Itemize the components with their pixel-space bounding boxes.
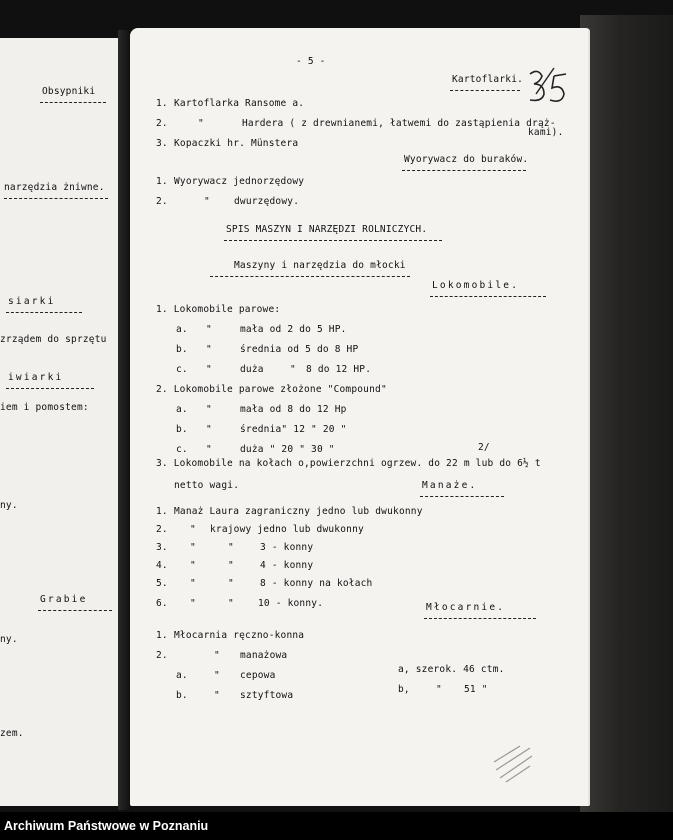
left-narzedzia: narzędzia żniwne.	[4, 182, 105, 193]
list-item: mała od 8 do 12 Hp	[240, 404, 347, 415]
list-letter: c.	[176, 364, 188, 375]
divider	[6, 388, 94, 389]
footer-text: Archiwum Państwowe w Poznaniu	[4, 819, 209, 833]
list-item-num: 5.	[156, 578, 168, 589]
list-item-num: 2.	[156, 196, 168, 207]
list-item: manażowa	[240, 650, 288, 661]
ditto-mark: "	[204, 196, 210, 207]
ditto-mark: "	[206, 404, 212, 415]
document-page	[130, 28, 590, 806]
list-item: Wyorywacz jednorzędowy	[174, 176, 305, 187]
list-item: 4 - konny	[260, 560, 314, 571]
list-item: średnia od 5 do 8 HP	[240, 344, 359, 355]
list-letter: c.	[176, 444, 188, 455]
list-item: duża	[240, 364, 264, 375]
list-item-num: 1.	[156, 98, 168, 109]
left-iwiarki: iwiarki	[8, 372, 64, 383]
divider	[38, 610, 112, 611]
list-item-num: 2.	[156, 524, 168, 535]
section-wyorywacz: Wyorywacz do buraków.	[404, 154, 529, 165]
list-item: 10 - konny.	[258, 598, 324, 609]
list-item: 8 do 12 HP.	[306, 364, 372, 375]
divider	[4, 198, 108, 199]
handwritten-fraction: 2/	[478, 442, 490, 453]
ditto-mark: "	[436, 684, 442, 695]
ditto-mark: "	[214, 690, 220, 701]
divider	[224, 240, 442, 241]
list-item: mała od 2 do 5 HP.	[240, 324, 347, 335]
list-item: sztyftowa	[240, 690, 294, 701]
left-obsypniki: Obsypniki	[42, 86, 96, 97]
list-item: Kopaczki hr. Münstera	[174, 138, 299, 149]
list-item: 3 - konny	[260, 542, 314, 553]
left-ny-2: ny.	[0, 634, 18, 645]
ditto-mark: "	[290, 364, 296, 375]
list-item: 1. Lokomobile parowe:	[156, 304, 281, 315]
list-item: średnia" 12 " 20 "	[240, 424, 347, 435]
section-mlocarnie: Młocarnie.	[426, 602, 506, 613]
section-lokomobile: Lokomobile.	[432, 280, 520, 291]
list-letter: b.	[176, 344, 188, 355]
divider	[40, 102, 106, 103]
document-title: SPIS MASZYN I NARZĘDZI ROLNICZYCH.	[226, 224, 428, 235]
list-letter: a.	[176, 404, 188, 415]
subtitle: Maszyny i narzędzia do młocki	[234, 260, 406, 271]
ditto-mark: "	[214, 650, 220, 661]
divider	[420, 496, 504, 497]
list-item: dwurzędowy.	[234, 196, 300, 207]
dimension-a: a, szerok. 46 ctm.	[398, 664, 505, 675]
left-zrzadem: zrządem do sprzętu	[0, 334, 107, 345]
handwritten-number	[524, 66, 574, 106]
section-kartoflarki: Kartoflarki.	[452, 74, 524, 85]
list-item: Hardera ( z drewnianemi, łatwemi do zastąpienia drąż-	[242, 118, 556, 129]
list-item-continued: netto wagi.	[174, 480, 240, 491]
list-item: Manaż Laura zagraniczny jedno lub dwukonny	[174, 506, 423, 517]
left-ny-1: ny.	[0, 500, 18, 511]
left-grabie: Grabie	[40, 594, 88, 605]
ditto-mark: "	[228, 578, 234, 589]
dimension-b-letter: b,	[398, 684, 410, 695]
list-letter: a.	[176, 324, 188, 335]
divider	[210, 276, 410, 277]
list-item: Młocarnia ręczno-konna	[174, 630, 305, 641]
page-edge	[588, 28, 590, 806]
ditto-mark: "	[190, 542, 196, 553]
dimension-b-value: 51 "	[464, 684, 488, 695]
list-item: duża " 20 " 30 "	[240, 444, 335, 455]
divider	[424, 618, 536, 619]
ditto-mark: "	[190, 560, 196, 571]
list-item-num: 1.	[156, 506, 168, 517]
ditto-mark: "	[206, 324, 212, 335]
ditto-mark: "	[206, 364, 212, 375]
ditto-mark: "	[228, 542, 234, 553]
ditto-mark: "	[228, 598, 234, 609]
ditto-mark: "	[214, 670, 220, 681]
list-item: 8 - konny na kołach	[260, 578, 373, 589]
list-item-num: 6.	[156, 598, 168, 609]
left-page	[0, 38, 122, 806]
list-item-num: 4.	[156, 560, 168, 571]
list-item: krajowy jedno lub dwukonny	[210, 524, 364, 535]
page-number: - 5 -	[296, 56, 326, 67]
list-item: 2. Lokomobile parowe złożone "Compound"	[156, 384, 387, 395]
list-item-num: 1.	[156, 630, 168, 641]
list-letter: b.	[176, 690, 188, 701]
ditto-mark: "	[198, 118, 204, 129]
list-item-num: 2.	[156, 650, 168, 661]
divider	[6, 312, 82, 313]
ditto-mark: "	[206, 424, 212, 435]
list-item: 3. Lokomobile na kołach o,powierzchni ogrzew. do 22 m lub do 6½ t	[156, 458, 541, 469]
list-item: Kartoflarka Ransome a.	[174, 98, 305, 109]
list-item-num: 3.	[156, 138, 168, 149]
divider	[430, 296, 546, 297]
ditto-mark: "	[190, 524, 196, 535]
list-item-num: 3.	[156, 542, 168, 553]
left-siarki: siarki	[8, 296, 56, 307]
divider	[450, 90, 520, 91]
left-iem-pomostem: iem i pomostem:	[0, 402, 89, 413]
list-item-num: 2.	[156, 118, 168, 129]
divider	[402, 170, 526, 171]
ditto-mark: "	[190, 598, 196, 609]
ditto-mark: "	[228, 560, 234, 571]
stamp-smudge	[490, 740, 536, 786]
list-letter: b.	[176, 424, 188, 435]
ditto-mark: "	[206, 444, 212, 455]
list-letter: a.	[176, 670, 188, 681]
section-manez: Manaże.	[422, 480, 478, 491]
ditto-mark: "	[190, 578, 196, 589]
archive-footer	[0, 812, 673, 840]
left-zem: zem.	[0, 728, 24, 739]
list-item-continued: kami).	[528, 127, 564, 138]
list-item: cepowa	[240, 670, 276, 681]
list-item-num: 1.	[156, 176, 168, 187]
background-right	[580, 15, 673, 815]
ditto-mark: "	[206, 344, 212, 355]
